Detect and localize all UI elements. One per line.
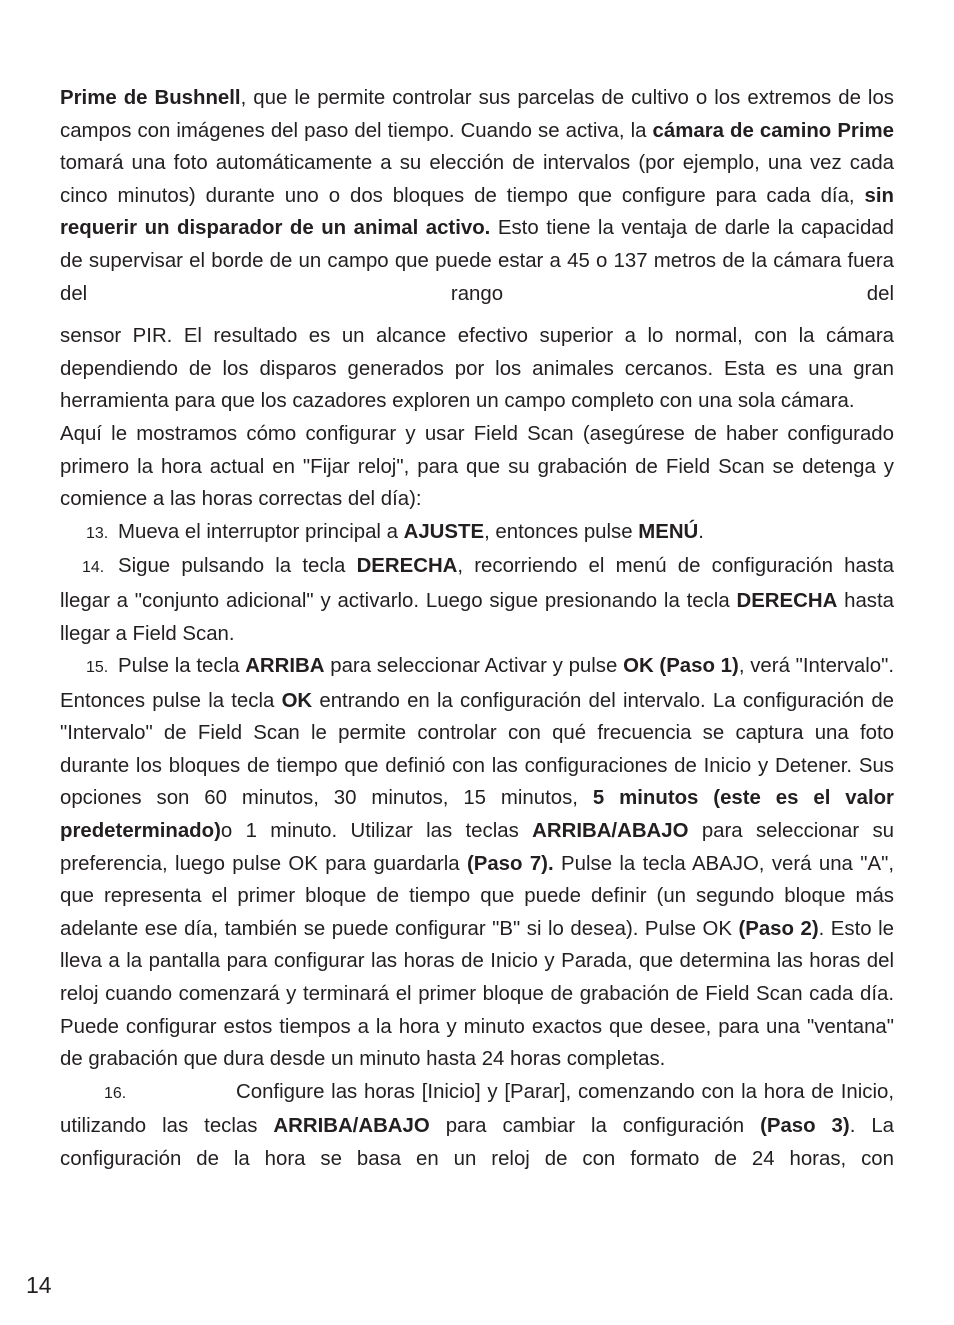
paragraph-intro	[60, 82, 894, 310]
text: tomará una foto automáticamente a su elección de intervalos (por ejemplo, una vez cada cinco minutos) durante uno o dos bloques de tiempo que configure para cada día,	[60, 152, 894, 207]
list-number: 15.	[86, 659, 109, 677]
text: , recorriendo el menú de configuración hasta llegar a "conjunto adicional" y activarlo. Luego sigue presionando la tecla	[60, 555, 894, 612]
page-number: 14	[26, 1272, 52, 1298]
text: Sigue pulsando la tecla	[118, 555, 357, 578]
list-number: 16.	[104, 1084, 127, 1102]
text: . Esto le lleva a la pantalla para configurar las horas de Inicio y Parada, que determina las horas del reloj cuando comenzará y terminará el primer bloque de grabación de Field Scan cada día. Puede configurar estos tiempos a la hora y minuto exactos que desee, para una "ventana" de grabación que dura desde un minuto hasta 24 horas completas.	[60, 917, 894, 1071]
paragraph-sensor: sensor PIR. El resultado es un alcance efectivo superior a lo normal, con la cámara dependiendo de los disparos generados por los animales cercanos. Esta es una gran herramienta para que los cazadores exploren un campo completo con una sola cámara.	[60, 325, 894, 413]
list-item-16	[60, 1076, 894, 1176]
bold-text: OK (Paso 1)	[623, 655, 739, 678]
paragraph-howto: Aquí le mostramos cómo configurar y usar Field Scan (asegúrese de haber configurado primero la hora actual en "Fijar reloj", para que su grabación de Field Scan se detenga y comience a las horas correctas del día):	[60, 422, 894, 511]
text: , entonces pulse	[484, 520, 639, 543]
list-number: 13.	[86, 524, 109, 542]
list-number: 14.	[82, 559, 105, 577]
bold-text: (Paso 2)	[738, 917, 819, 940]
text: para seleccionar Activar y pulse	[324, 655, 624, 678]
text: Pulse la tecla	[118, 655, 246, 678]
text: Configure las horas [Inicio] y [Parar], comenzando con la hora de Inicio, utilizando las teclas	[60, 1080, 894, 1138]
bold-text: OK	[281, 689, 313, 712]
bold-text: AJUSTE	[403, 520, 485, 543]
list-item-15	[60, 650, 894, 1076]
list-item-13	[60, 516, 894, 551]
text: entrando en la configuración del intervalo. La configuración de "Intervalo" de Field Scan le permite controlar con qué frecuencia se captura una foto durante los bloques de tiempo que definió con las configuraciones de Inicio y Detener. Sus opciones son 60 minutos, 30 minutos, 15 minutos,	[60, 689, 894, 810]
text: , verá "Intervalo". Entonces pulse la tecla	[60, 655, 895, 712]
text: o 1 minuto. Utilizar las teclas	[220, 820, 533, 843]
bold-text: Prime de Bushnell	[60, 87, 241, 109]
text: para cambiar la configuración	[429, 1115, 761, 1138]
text: .	[698, 520, 704, 543]
bold-text: cámara de camino Prime	[652, 119, 894, 142]
bold-text: ARRIBA	[245, 655, 325, 678]
bold-text: (Paso 7).	[466, 852, 554, 875]
list-item-14	[60, 550, 894, 650]
bold-text: 5 minutos (este es el valor predeterminado)	[60, 787, 894, 843]
bold-text: ARRIBA/ABAJO	[273, 1115, 430, 1138]
text: hasta llegar a Field Scan.	[60, 589, 894, 645]
text: , que le permite controlar sus parcelas de cultivo o los extremos de los campos con imágenes del paso del tiempo. Cuando se activa, la	[60, 87, 894, 142]
text: Esto tiene la ventaja de darle la capacidad de supervisar el borde de un campo que puede estar a 45 o 137 metros de la cámara fuera del rango del	[60, 217, 894, 305]
bold-text: MENÚ	[638, 520, 699, 543]
text: Pulse la tecla ABAJO, verá una "A", que representa el primer bloque de tiempo que puede definir (un segundo bloque más adelante ese día, también se puede configurar "B" si lo desea). Pulse OK	[60, 852, 895, 940]
text: para seleccionar su preferencia, luego pulse OK para guardarla	[60, 820, 894, 875]
bold-text: (Paso 3)	[760, 1115, 850, 1138]
manual-page-body	[60, 82, 894, 1176]
bold-text: sin requerir un disparador de un animal activo.	[60, 184, 894, 240]
text: . La configuración de la hora se basa en un reloj de con formato de 24 horas, con	[60, 1115, 894, 1170]
bold-text: DERECHA	[356, 555, 458, 578]
bold-text: ARRIBA/ABAJO	[532, 820, 689, 843]
bold-text: DERECHA	[736, 589, 838, 612]
text: Mueva el interruptor principal a	[118, 520, 404, 543]
